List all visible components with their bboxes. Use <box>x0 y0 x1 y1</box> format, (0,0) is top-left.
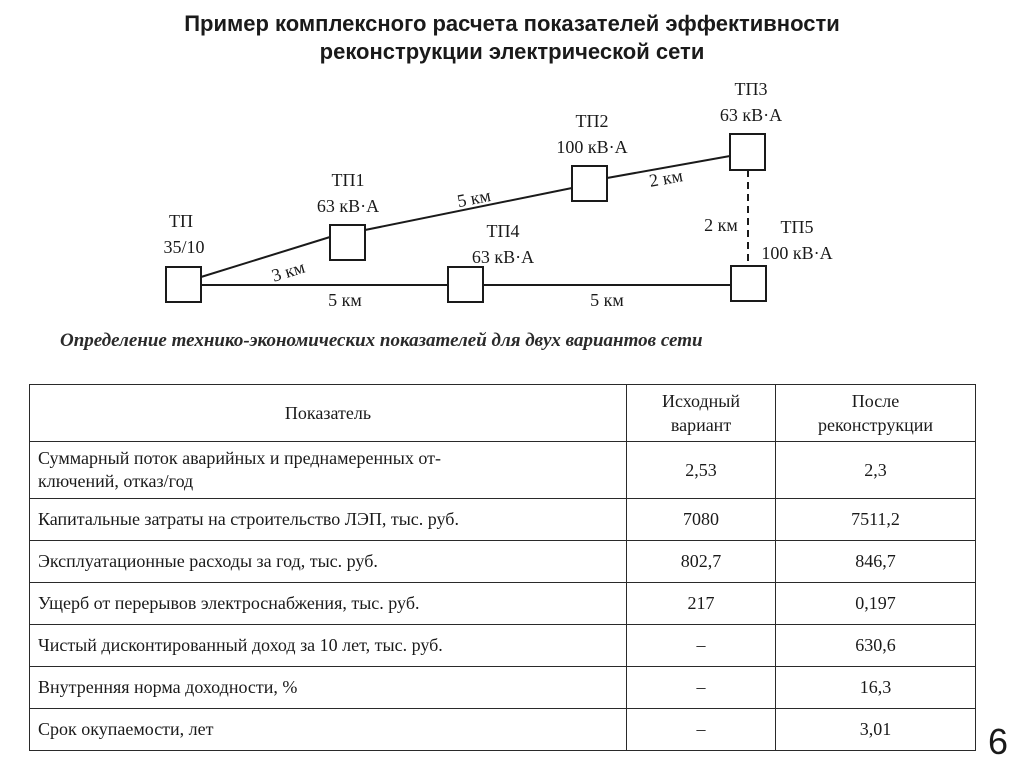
distance-tp-tp1: 3 км <box>269 256 308 286</box>
node-tp1-rating: 63 кВ·А <box>316 196 380 216</box>
network-diagram <box>0 0 1024 320</box>
row-label-line-2: ключений, отказ/год <box>38 471 194 491</box>
table-row <box>30 541 976 583</box>
node-tp4-box <box>448 267 483 302</box>
node-tp-box <box>166 267 201 302</box>
row-label: Внутренняя норма доходности, % <box>30 667 627 709</box>
table-row <box>30 667 976 709</box>
table-caption: Определение технико-экономических показателей для двух вариантов сети <box>60 330 703 351</box>
line-tp-tp1 <box>201 237 330 277</box>
row-label: Чистый дисконтированный доход за 10 лет, тыс. руб. <box>30 625 627 667</box>
table-row <box>30 583 976 625</box>
header-original-line-2: вариант <box>670 415 732 435</box>
node-tp4-rating: 63 кВ·А <box>471 247 535 267</box>
slide-title-line-1: Пример комплексного расчета показателей эффективности <box>184 11 840 36</box>
row-label-line-1: Суммарный поток аварийных и преднамеренных от- <box>38 448 441 468</box>
table-row <box>30 442 976 499</box>
row-after-value: 0,197 <box>776 583 976 625</box>
row-original-value: 7080 <box>627 499 776 541</box>
header-after-line-2: реконструкции <box>818 415 933 435</box>
header-original-line-1: Исходный <box>661 391 741 411</box>
table-header-row <box>30 385 976 442</box>
node-tp2-name: ТП2 <box>575 111 609 131</box>
node-tp3-box <box>730 134 765 170</box>
slide-title-line-2: реконструкции электрической сети <box>319 39 705 64</box>
distance-tp4-tp5: 5 км <box>590 290 624 310</box>
row-after-value: 2,3 <box>776 442 976 499</box>
node-tp3-name: ТП3 <box>734 79 768 99</box>
header-indicator: Показатель <box>30 385 627 442</box>
node-tp2-box <box>572 166 607 201</box>
distance-tp2-tp3: 2 км <box>647 165 685 191</box>
header-after <box>776 385 976 442</box>
node-tp-rating: 35/10 <box>163 237 205 257</box>
row-label: Срок окупаемости, лет <box>30 709 627 751</box>
node-tp5-rating: 100 кВ·А <box>761 243 833 263</box>
distance-tp3-tp5: 2 км <box>704 215 738 235</box>
row-original-value: – <box>627 709 776 751</box>
row-after-value: 3,01 <box>776 709 976 751</box>
row-after-value: 630,6 <box>776 625 976 667</box>
table-row <box>30 625 976 667</box>
row-after-value: 846,7 <box>776 541 976 583</box>
node-tp-name: ТП <box>169 211 193 231</box>
node-tp2-rating: 100 кВ·А <box>556 137 628 157</box>
node-tp3-rating: 63 кВ·А <box>719 105 783 125</box>
node-tp4-name: ТП4 <box>486 221 520 241</box>
distance-tp-tp4: 5 км <box>328 290 362 310</box>
row-original-value: – <box>627 625 776 667</box>
table-row <box>30 709 976 751</box>
distance-tp1-tp2: 5 км <box>455 185 493 212</box>
header-after-line-1: После <box>851 391 900 411</box>
node-tp1-name: ТП1 <box>331 170 365 190</box>
row-after-value: 16,3 <box>776 667 976 709</box>
row-label: Ущерб от перерывов электроснабжения, тыс. руб. <box>30 583 627 625</box>
row-original-value: 217 <box>627 583 776 625</box>
indicators-table <box>29 384 976 751</box>
row-after-value: 7511,2 <box>776 499 976 541</box>
row-original-value: 2,53 <box>627 442 776 499</box>
node-tp5-name: ТП5 <box>780 217 814 237</box>
row-label: Капитальные затраты на строительство ЛЭП, тыс. руб. <box>30 499 627 541</box>
row-original-value: – <box>627 667 776 709</box>
page-number: 6 <box>987 721 1008 762</box>
header-original <box>627 385 776 442</box>
table-row <box>30 499 976 541</box>
row-label <box>30 442 627 499</box>
node-tp5-box <box>731 266 766 301</box>
row-label: Эксплуатационные расходы за год, тыс. руб. <box>30 541 627 583</box>
node-tp1-box <box>330 225 365 260</box>
row-original-value: 802,7 <box>627 541 776 583</box>
